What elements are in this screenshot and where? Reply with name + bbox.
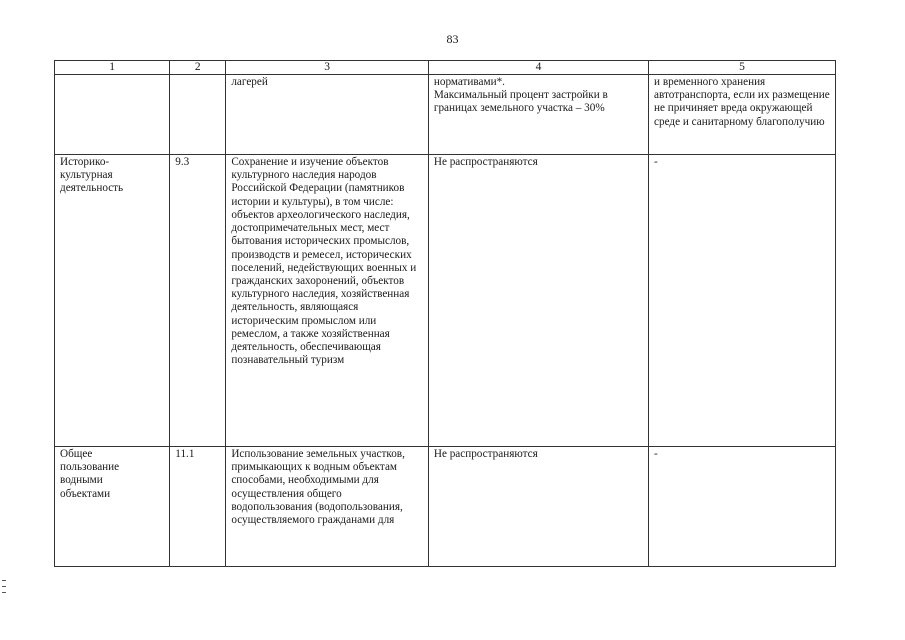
parameters-cell: Не распространяются bbox=[428, 447, 648, 567]
parameters-cell: нормативами*. Максимальный процент застройки в границах земельного участка – 30% bbox=[428, 75, 648, 155]
use-description-cell: Сохранение и изучение объектов культурного наследия народов Российской Федерации (памятников истории и культуры), в том числе: объектов археологического наследия, достопримечательных мест, мест бытования исторических промыслов, производств и ремесел, исторических поселений, недействующих военных и гражданских захоронений, объектов культурного наследия, хозяйственная деятельность, являющаяся историческим промыслом или ремеслом, а также хозяйственная деятельность, обеспечивающая познавательный туризм bbox=[226, 155, 429, 447]
restrictions-cell: и временного хранения автотранспорта, если их размещение не причиняет вреда окружающей среде и санитарному благополучию bbox=[649, 75, 836, 155]
column-header: 3 bbox=[226, 61, 429, 75]
column-header: 2 bbox=[170, 61, 226, 75]
use-code-cell: 11.1 bbox=[170, 447, 226, 567]
scan-edge-mark bbox=[2, 586, 6, 587]
table-row bbox=[55, 155, 836, 447]
table-row bbox=[55, 447, 836, 567]
use-code-cell: 9.3 bbox=[170, 155, 226, 447]
table-header-row bbox=[55, 61, 836, 75]
use-code-cell bbox=[170, 75, 226, 155]
column-header: 1 bbox=[55, 61, 170, 75]
column-header: 5 bbox=[649, 61, 836, 75]
restrictions-cell: - bbox=[649, 155, 836, 447]
table-body bbox=[55, 75, 836, 567]
table-row bbox=[55, 75, 836, 155]
use-name-cell: Общее пользование водными объектами bbox=[55, 447, 170, 567]
use-description-cell: лагерей bbox=[226, 75, 429, 155]
column-header: 4 bbox=[428, 61, 648, 75]
use-description-cell: Использование земельных участков, примыкающих к водным объектам способами, необходимыми для осуществления общего водопользования (водопользования, осуществляемого гражданами для bbox=[226, 447, 429, 567]
use-name-cell bbox=[55, 75, 170, 155]
restrictions-cell: - bbox=[649, 447, 836, 567]
parameters-cell: Не распространяются bbox=[428, 155, 648, 447]
use-name-cell: Историко- культурная деятельность bbox=[55, 155, 170, 447]
page-number: 83 bbox=[446, 32, 459, 46]
scan-edge-mark bbox=[2, 592, 6, 593]
scan-edge-mark bbox=[2, 580, 6, 581]
land-use-table bbox=[54, 60, 836, 567]
